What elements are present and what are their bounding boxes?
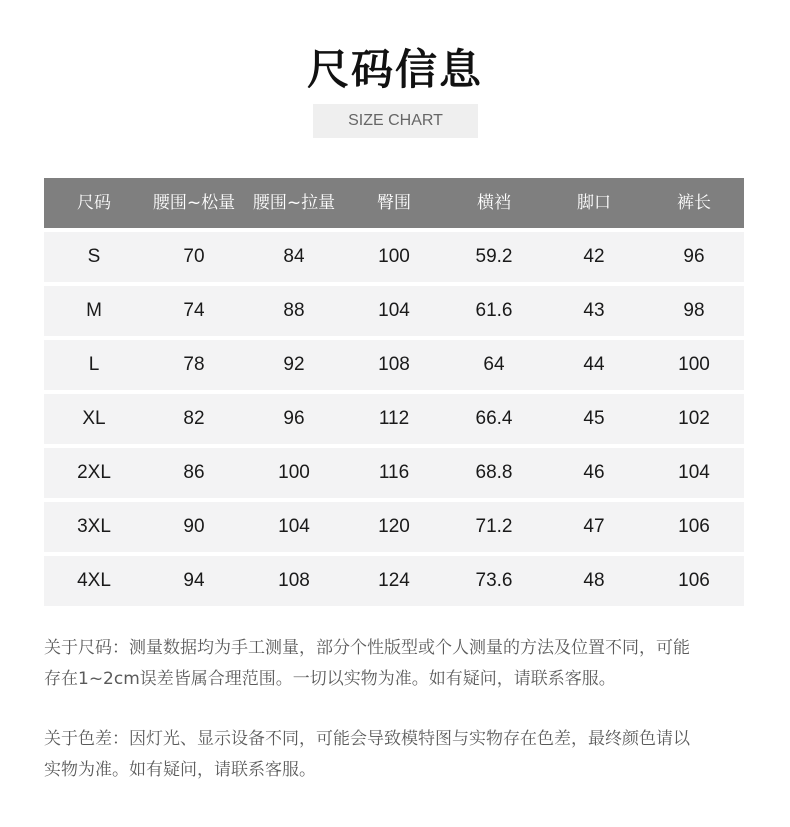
size-measurement-note — [44, 633, 749, 695]
table-cell: 66.4 — [475, 408, 513, 429]
table-cell: 68.8 — [475, 462, 513, 483]
color-note-line-2: 实物为准。如有疑问，请联系客服。 — [44, 760, 316, 780]
table-cell: L — [88, 354, 100, 375]
table-cell: 84 — [283, 246, 305, 267]
table-cell: 46 — [583, 462, 605, 483]
size-chart-subtitle: SIZE CHART — [313, 104, 478, 138]
table-cell: 106 — [678, 570, 710, 591]
table-cell: 42 — [583, 246, 605, 267]
table-cell: 88 — [283, 300, 305, 321]
color-difference-note — [44, 724, 749, 786]
table-cell: 100 — [378, 246, 410, 267]
size-note-line-2: 存在1~2cm误差皆属合理范围。一切以实物为准。如有疑问，请联系客服。 — [44, 669, 616, 689]
table-cell: 104 — [278, 516, 310, 537]
header-size: 尺码 — [77, 193, 111, 213]
table-cell: 64 — [483, 354, 505, 375]
table-cell: M — [86, 300, 102, 321]
table-cell: 86 — [183, 462, 205, 483]
table-row — [44, 232, 744, 282]
table-cell: 61.6 — [475, 300, 513, 321]
table-cell: 92 — [283, 354, 305, 375]
table-cell: 100 — [678, 354, 710, 375]
table-cell: 124 — [378, 570, 410, 591]
table-cell: 78 — [183, 354, 205, 375]
table-cell: 108 — [278, 570, 310, 591]
size-note-line-1: 关于尺码：测量数据均为手工测量，部分个性版型或个人测量的方法及位置不同，可能 — [44, 638, 690, 658]
table-cell: 70 — [183, 246, 205, 267]
table-cell: 104 — [678, 462, 710, 483]
table-cell: 45 — [583, 408, 605, 429]
table-cell: 96 — [283, 408, 305, 429]
header-thigh: 横裆 — [477, 193, 511, 213]
table-cell: 74 — [183, 300, 205, 321]
table-cell: 116 — [378, 462, 410, 483]
table-cell: 43 — [583, 300, 605, 321]
table-cell: 120 — [378, 516, 410, 537]
table-row — [44, 448, 744, 498]
table-cell: 100 — [278, 462, 310, 483]
table-cell: 59.2 — [475, 246, 513, 267]
table-cell: 44 — [583, 354, 605, 375]
table-cell: 4XL — [77, 570, 111, 591]
table-cell: 94 — [183, 570, 205, 591]
table-cell: 102 — [678, 408, 710, 429]
color-note-line-1: 关于色差：因灯光、显示设备不同，可能会导致模特图与实物存在色差，最终颜色请以 — [44, 729, 690, 749]
table-header-row — [44, 178, 744, 228]
table-row — [44, 502, 744, 552]
table-cell: S — [87, 246, 101, 267]
table-cell: 47 — [583, 516, 605, 537]
table-cell: XL — [82, 408, 106, 429]
table-cell: 112 — [378, 408, 410, 429]
header-pants-length: 裤长 — [677, 193, 711, 213]
table-cell: 90 — [183, 516, 205, 537]
table-cell: 48 — [583, 570, 605, 591]
header-hip: 臀围 — [377, 193, 411, 213]
table-cell: 98 — [683, 300, 705, 321]
table-cell: 104 — [378, 300, 410, 321]
table-cell: 3XL — [77, 516, 111, 537]
table-cell: 71.2 — [475, 516, 513, 537]
header-leg-opening: 脚口 — [577, 193, 611, 213]
table-cell: 73.6 — [475, 570, 513, 591]
header-waist-relaxed: 腰围~松量 — [152, 193, 236, 213]
table-cell: 82 — [183, 408, 205, 429]
table-row — [44, 394, 744, 444]
table-cell: 2XL — [77, 462, 111, 483]
table-cell: 106 — [678, 516, 710, 537]
table-cell: 96 — [683, 246, 705, 267]
table-row — [44, 340, 744, 390]
page-title: 尺码信息 — [306, 45, 483, 94]
table-row — [44, 556, 744, 606]
table-cell: 108 — [378, 354, 410, 375]
header-waist-stretched: 腰围~拉量 — [252, 193, 336, 213]
size-table — [44, 178, 744, 606]
table-row — [44, 286, 744, 336]
